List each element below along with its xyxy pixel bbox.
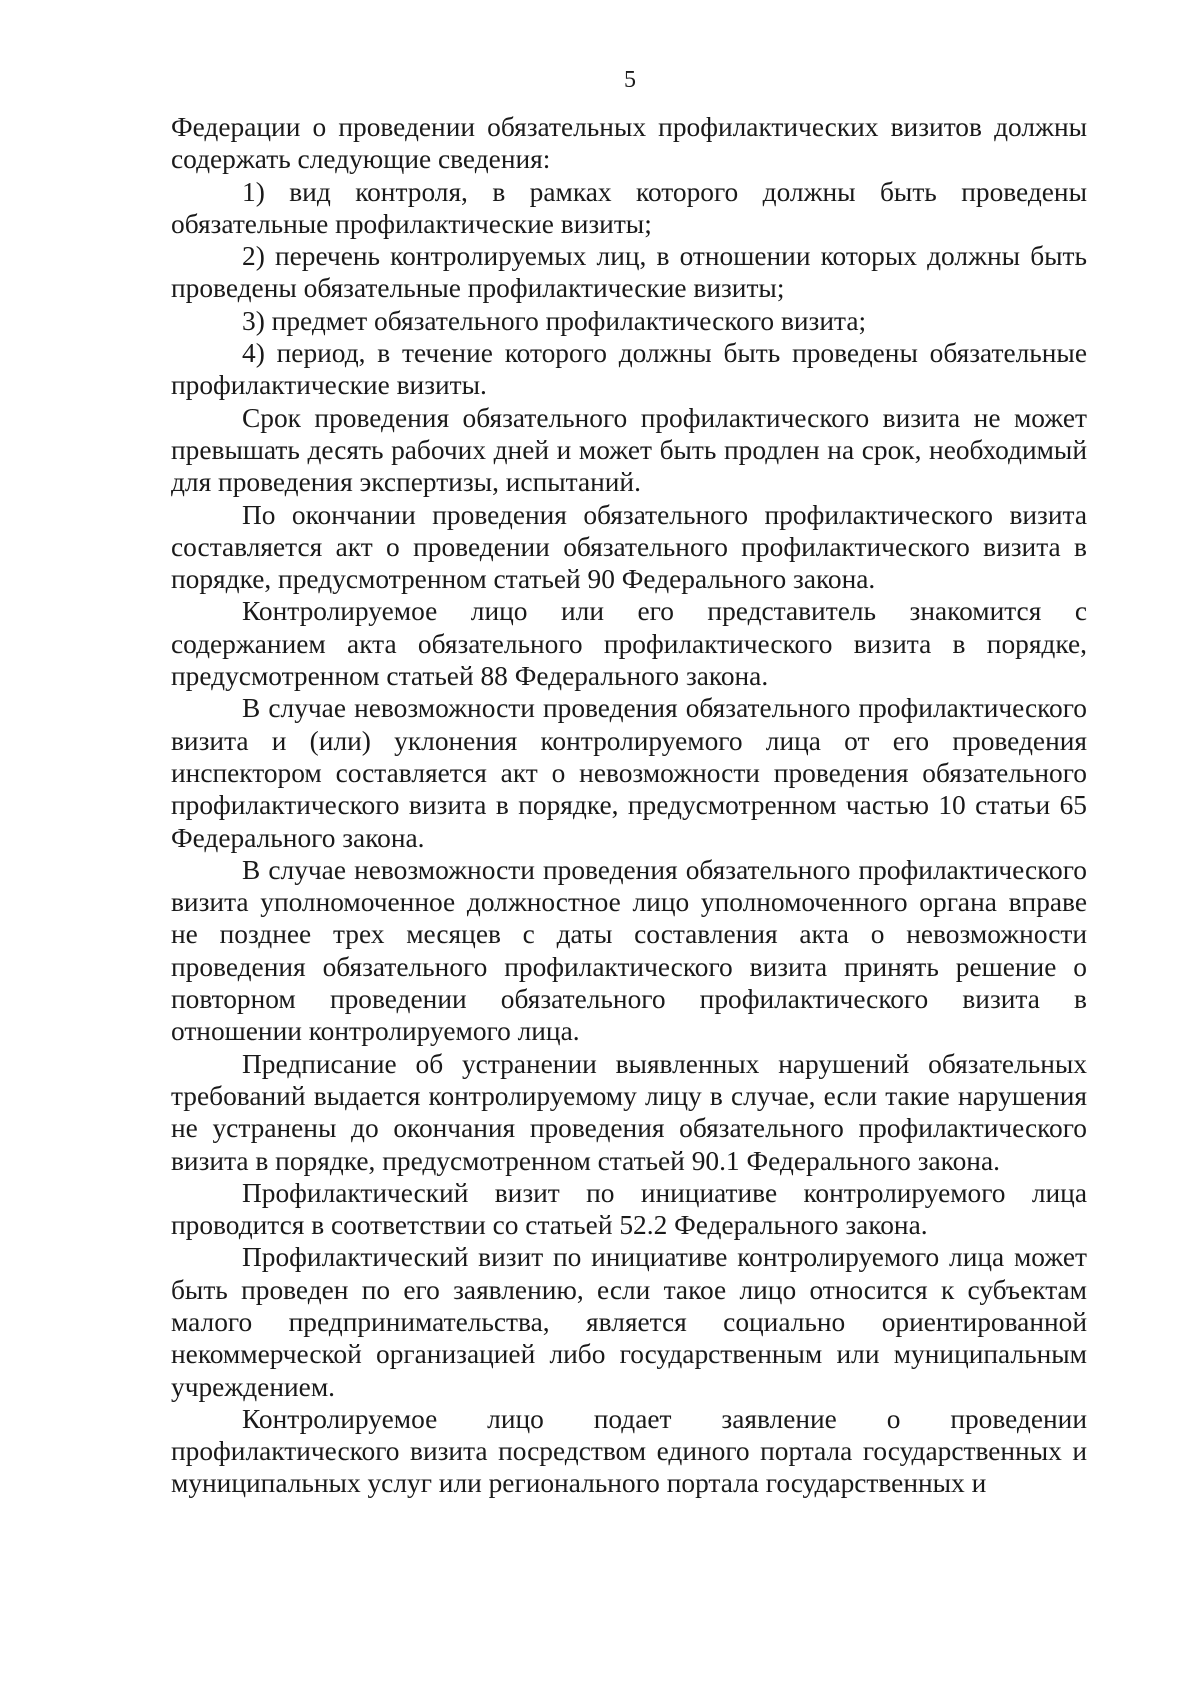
paragraph-impossibility-act: В случае невозможности проведения обязательного профилактического визита и (или) уклонения контролируемого лица от его проведения инспектором составляется акт о невозможности проведения обязательного профилактического визита в порядке, предусмотренном частью 10 статьи 65 Федерального закона. — [171, 693, 1087, 853]
paragraph-act-familiarization: Контролируемое лицо или его представитель знакомится с содержанием акта обязательного профилактического визита в порядке, предусмотренном статьей 88 Федерального закона. — [171, 596, 1087, 692]
paragraph-list-item-3: 3) предмет обязательного профилактического визита; — [242, 305, 867, 336]
paragraph-list-item-2: 2) перечень контролируемых лиц, в отношении которых должны быть проведены обязательные профилактические визиты; — [171, 241, 1087, 304]
paragraph-visit-act: По окончании проведения обязательного профилактического визита составляется акт о проведении обязательного профилактического визита в порядке, предусмотренном статьей 90 Федерального закона. — [171, 499, 1087, 595]
paragraph-repeat-visit: В случае невозможности проведения обязательного профилактического визита уполномоченное должностное лицо уполномоченного органа вправе не позднее трех месяцев с даты составления акта о невозможности проведения обязательного профилактического визита принять решение о повторном проведении обязательного профилактического визита в отношении контролируемого лица. — [171, 854, 1087, 1047]
paragraph-initiative-conditions: Профилактический визит по инициативе контролируемого лица может быть проведен по его заявлению, если такое лицо относится к субъектам малого предпринимательства, является социально ориентированной некоммерческой организацией либо государственным или муниципальным учреждением. — [171, 1242, 1087, 1402]
paragraph-application: Контролируемое лицо подает заявление о проведении профилактического визита посредством единого портала государственных и муниципальных услуг или регионального портала государственных и — [171, 1403, 1087, 1499]
paragraph-initiative-visit: Профилактический визит по инициативе контролируемого лица проводится в соответствии со статьей 52.2 Федерального закона. — [171, 1177, 1087, 1241]
paragraph-list-item-4: 4) период, в течение которого должны быть проведены обязательные профилактические визиты. — [171, 338, 1087, 401]
paragraph-prescription: Предписание об устранении выявленных нарушений обязательных требований выдается контролируемому лицу в случае, если такие нарушения не устранены до окончания проведения обязательного профилактического визита в порядке, предусмотренном статьей 90.1 Федерального закона. — [171, 1048, 1087, 1176]
document-body — [171, 111, 1087, 1500]
page-number: 5 — [624, 67, 636, 93]
paragraph-1: Федерации о проведении обязательных профилактических визитов должны содержать следующие сведения: — [171, 112, 1087, 175]
paragraph-visit-duration: Срок проведения обязательного профилактического визита не может превышать десять рабочих дней и может быть продлен на срок, необходимый для проведения экспертизы, испытаний. — [171, 402, 1087, 498]
paragraph-list-item-1: 1) вид контроля, в рамках которого должны быть проведены обязательные профилактические визиты; — [171, 176, 1087, 239]
